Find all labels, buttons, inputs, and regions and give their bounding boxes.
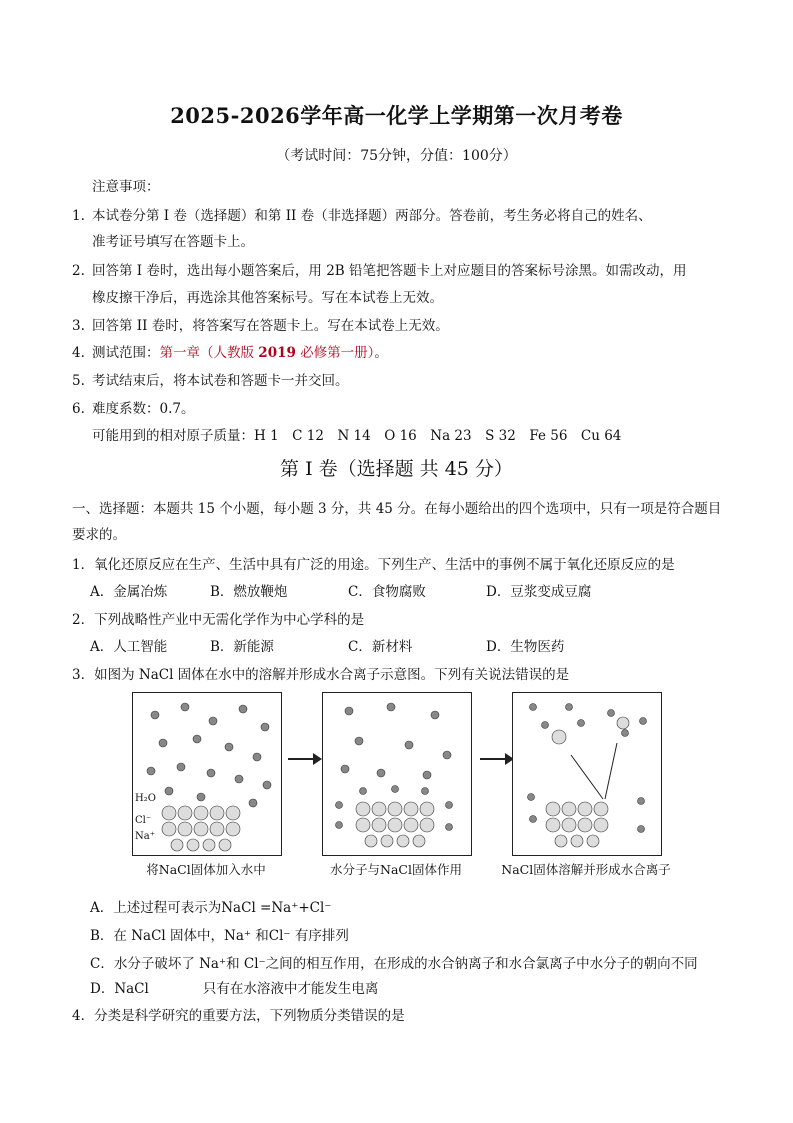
q3-option-a: A．上述过程可表示为NaCl =Na⁺+Cl⁻ bbox=[90, 900, 332, 916]
question-1-stem: 1．氧化还原反应在生产、生活中具有广泛的用途。下列生产、生活中的事例不属于氧化还原反应的是 bbox=[72, 557, 675, 573]
atomic-masses: 可能用到的相对原子质量：H 1 C 12 N 14 O 16 Na 23 S 32 Fe 56 Cu 64 bbox=[92, 428, 622, 444]
question-2-stem: 2．下列战略性产业中无需化学作为中心学科的是 bbox=[72, 612, 365, 628]
note-6: 6. 难度系数：0.7。 bbox=[72, 401, 195, 417]
question-4-stem: 4．分类是科学研究的重要方法，下列物质分类错误的是 bbox=[72, 1008, 405, 1024]
nacl-dissolution-figure bbox=[128, 688, 676, 888]
section-title: 第 I 卷（选择题 共 45 分） bbox=[280, 458, 513, 480]
caption-water-interaction: 水分子与NaCl固体作用 bbox=[330, 862, 462, 877]
q3-option-c: C．水分子破坏了 Na⁺和 Cl⁻之间的相互作用，在形成的水合钠离子和水合氯离子中水分子的朝向不同 bbox=[90, 956, 698, 972]
q1-option-a: A．金属冶炼 bbox=[90, 584, 168, 600]
panel-hydrated-ions bbox=[512, 692, 662, 856]
label-na: Na⁺ bbox=[135, 831, 155, 842]
section-instructions: 一、选择题：本题共 15 个小题，每小题 3 分，共 45 分。在每小题给出的四个选项中，只有一项是符合题目 bbox=[72, 501, 722, 517]
section-instructions-cont: 要求的。 bbox=[72, 527, 126, 543]
arrow-icon bbox=[288, 758, 320, 760]
note-1-cont: 准考证号填写在答题卡上。 bbox=[92, 234, 254, 250]
q2-option-c: C．新材料 bbox=[348, 639, 413, 655]
question-3-stem: 3．如图为 NaCl 固体在水中的溶解并形成水合离子示意图。下列有关说法错误的是 bbox=[72, 667, 570, 683]
panel-3-illustration bbox=[513, 693, 661, 855]
exam-subtitle: （考试时间：75分钟，分值：100分） bbox=[276, 148, 517, 164]
q3-option-d: D．NaCl 只有在水溶液中才能发生电离 bbox=[90, 981, 379, 997]
notes-heading: 注意事项： bbox=[92, 179, 160, 195]
note-2-cont: 橡皮擦干净后，再选涂其他答案标号。写在本试卷上无效。 bbox=[92, 290, 443, 306]
label-h2o: H₂O bbox=[135, 793, 156, 804]
q3-option-b: B．在 NaCl 固体中，Na⁺ 和Cl⁻ 有序排列 bbox=[90, 928, 349, 944]
label-cl: Cl⁻ bbox=[135, 815, 152, 826]
panel-water-interaction bbox=[322, 692, 472, 856]
note-5: 5. 考试结束后，将本试卷和答题卡一并交回。 bbox=[72, 373, 349, 389]
caption-add-to-water: 将NaCl固体加入水中 bbox=[146, 862, 266, 877]
q1-option-b: B．燃放鞭炮 bbox=[210, 584, 288, 600]
panel-1-illustration bbox=[133, 693, 281, 855]
q2-option-a: A．人工智能 bbox=[90, 639, 168, 655]
exam-title: 2025-2026学年高一化学上学期第一次月考卷 bbox=[170, 103, 623, 128]
q2-option-b: B．新能源 bbox=[210, 639, 274, 655]
q1-option-c: C．食物腐败 bbox=[348, 584, 426, 600]
note-1: 1. 本试卷分第 Ⅰ 卷（选择题）和第 II 卷（非选择题）两部分。答卷前，考生务必将自己的姓名、 bbox=[72, 208, 652, 224]
panel-2-illustration bbox=[323, 693, 471, 855]
note-2: 2. 回答第 I 卷时，选出每小题答案后，用 2B 铅笔把答题卡上对应题目的答案标号涂黑。如需改动，用 bbox=[72, 263, 687, 279]
caption-hydrated-ions: NaCl固体溶解并形成水合离子 bbox=[501, 862, 671, 877]
q1-option-d: D．豆浆变成豆腐 bbox=[486, 584, 592, 600]
note-3: 3. 回答第 II 卷时，将答案写在答题卡上。写在本试卷上无效。 bbox=[72, 318, 449, 334]
panel-add-to-water bbox=[132, 692, 282, 856]
note-4: 4. 测试范围：第一章（人教版 2019 必修第一册）。 bbox=[72, 345, 388, 361]
arrow-icon bbox=[480, 758, 512, 760]
q2-option-d: D．生物医药 bbox=[486, 639, 565, 655]
